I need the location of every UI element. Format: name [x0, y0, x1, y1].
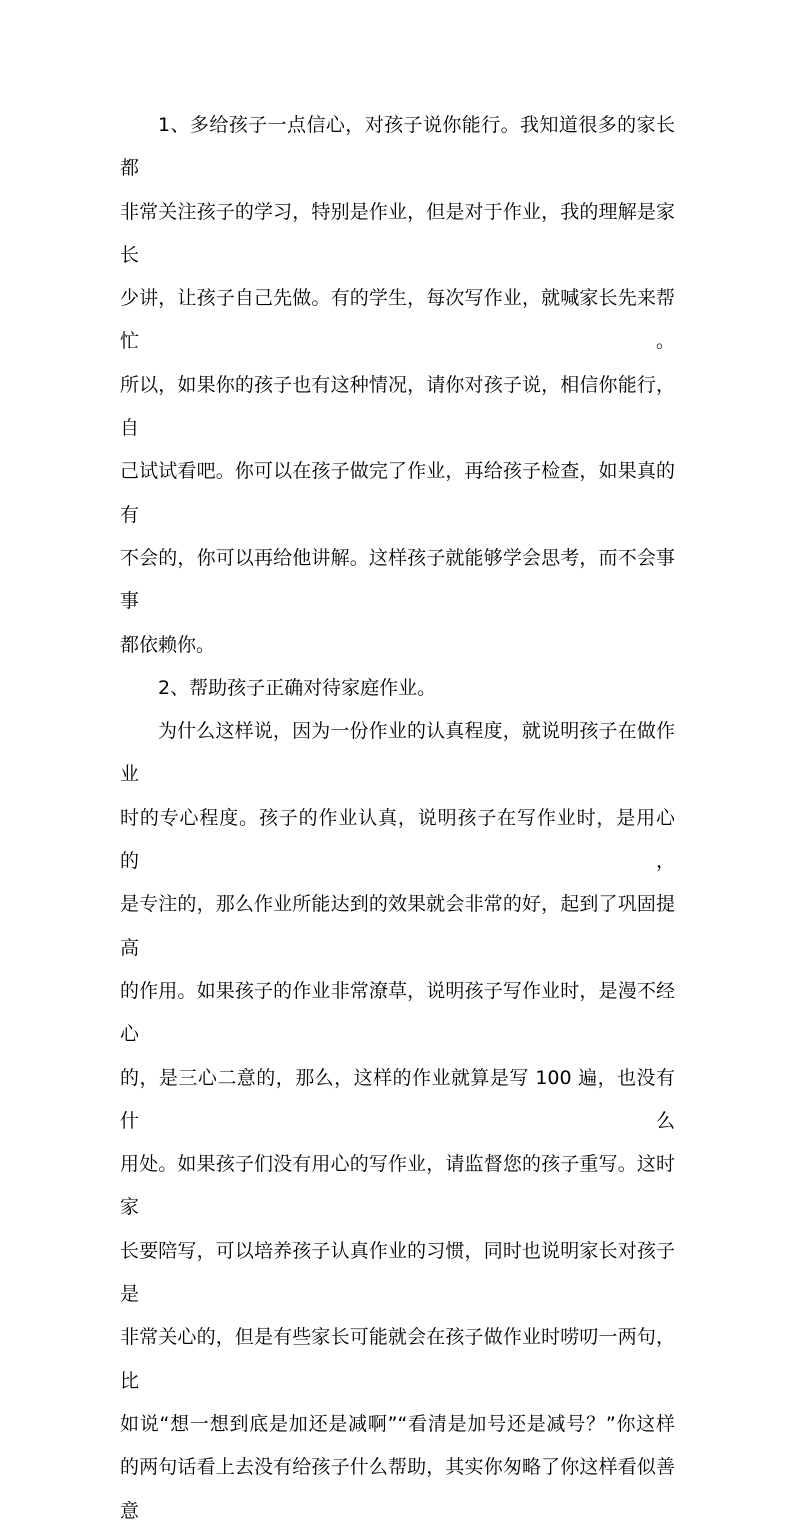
- paragraph-3: [120, 710, 675, 1533]
- text-line: 都依赖你。: [120, 633, 216, 656]
- text-line: 己试试看吧。你可以在孩子做完了作业，再给孩子检查，如果真的有: [120, 460, 675, 526]
- text-line: 长要陪写，可以培养孩子认真作业的习惯，同时也说明家长对孩子是: [120, 1239, 675, 1306]
- text-line: 非常关注孩子的学习，特别是作业，但是对于作业，我的理解是家长: [120, 200, 675, 266]
- text-line: 是专注的，那么作业所能达到的效果就会非常的好，起到了巩固提高: [120, 893, 675, 959]
- text-line: 2、帮助孩子正确对待家庭作业。: [158, 676, 437, 699]
- text-line: 的两句话看上去没有给孩子什么帮助，其实你匆略了你这样看似善意: [120, 1456, 675, 1522]
- text-line: 1、多给孩子一点信心，对孩子说你能行。我知道很多的家长都: [120, 114, 675, 180]
- text-line: 时的专心程度。孩子的作业认真，说明孩子在写作业时，是用心的，: [120, 806, 675, 873]
- text-line: 如说“想一想到底是加还是减啊”“看清是加号还是减号？”你这样: [120, 1412, 675, 1435]
- text-line: 不会的，你可以再给他讲解。这样孩子就能够学会思考，而不会事事: [120, 546, 675, 613]
- text-line: 非常关心的，但是有些家长可能就会在孩子做作业时唠叨一两句，比: [120, 1326, 675, 1392]
- text-line: 为什么这样说，因为一份作业的认真程度，就说明孩子在做作业: [120, 720, 675, 786]
- document-body: [120, 104, 675, 1533]
- text-line: 少讲，让孩子自己先做。有的学生，每次写作业，就喊家长先来帮忙。: [120, 287, 675, 353]
- text-line: 用处。如果孩子们没有用心的写作业，请监督您的孩子重写。这时家: [120, 1153, 675, 1219]
- paragraph-2: [120, 667, 675, 710]
- text-line: 所以，如果你的孩子也有这种情况，请你对孩子说，相信你能行，自: [120, 373, 675, 440]
- text-line: 的作用。如果孩子的作业非常潦草，说明孩子写作业时，是漫不经心: [120, 979, 675, 1046]
- text-line: 的，是三心二意的，那么，这样的作业就算是写 100 遍，也没有什么: [120, 1066, 675, 1132]
- paragraph-1: [120, 104, 675, 667]
